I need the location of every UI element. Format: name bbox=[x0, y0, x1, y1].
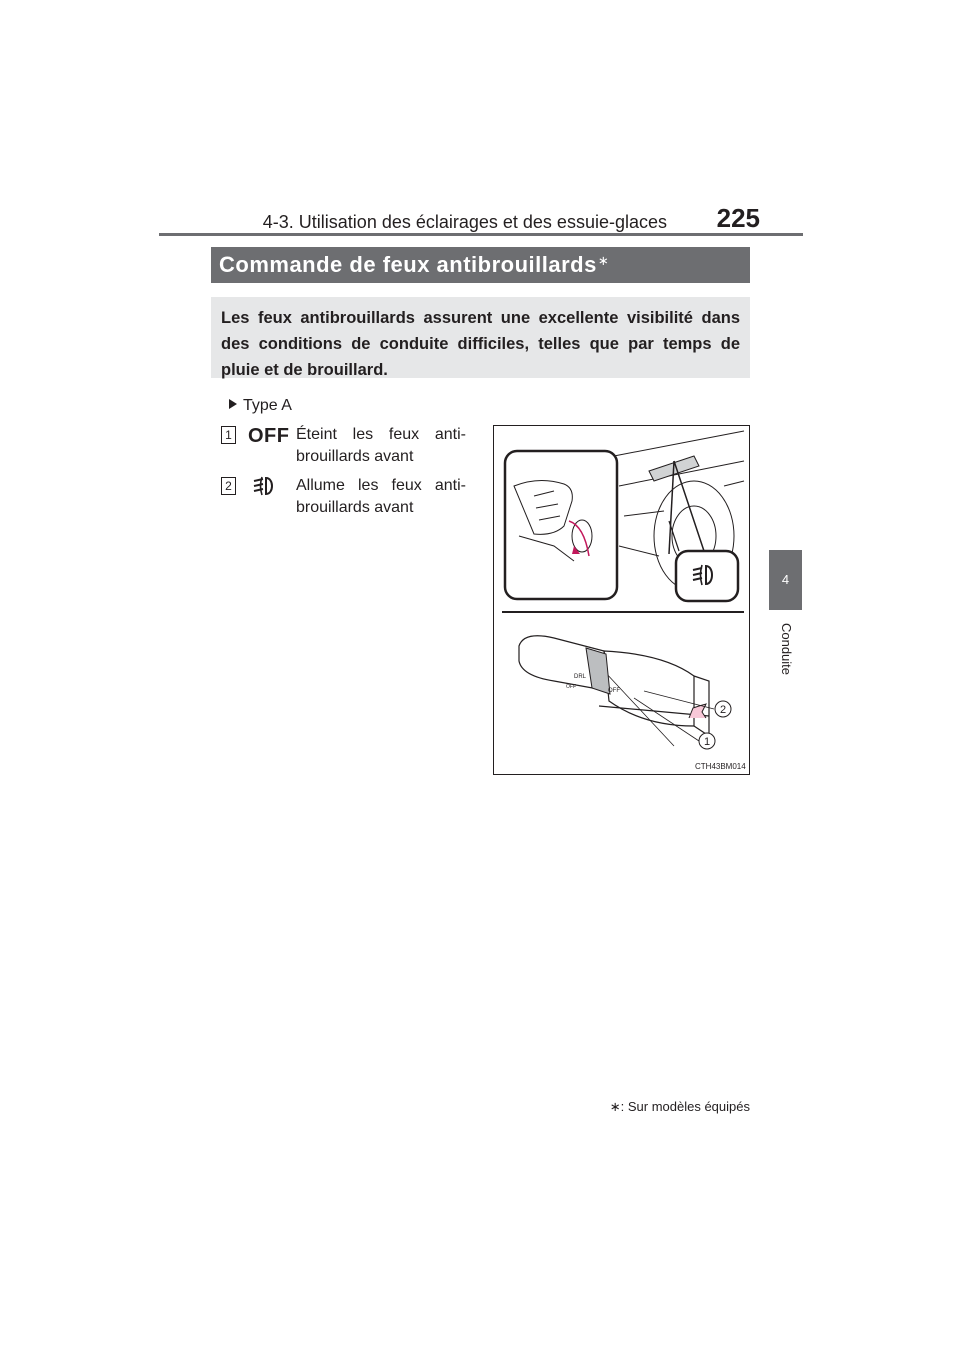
figure-illustration bbox=[494, 426, 749, 774]
header-rule bbox=[159, 233, 803, 236]
heading-title: Commande de feux antibrouillards bbox=[219, 252, 597, 277]
off-symbol: OFF bbox=[248, 425, 290, 447]
item-1-line-1: Éteint les feux anti- bbox=[296, 426, 466, 443]
section-heading bbox=[211, 247, 750, 283]
type-label bbox=[229, 397, 292, 415]
fog-light-icon bbox=[252, 474, 278, 503]
item-number-1: 1 bbox=[221, 426, 236, 444]
item-2-line-2: brouillards avant bbox=[296, 499, 414, 516]
type-label-text: Type A bbox=[243, 397, 292, 414]
callout-1: 1 bbox=[703, 736, 711, 748]
chapter-label: Conduite bbox=[779, 622, 794, 676]
item-2-line-1: Allume les feux anti- bbox=[296, 477, 466, 494]
figure-code: CTH43BM014 bbox=[695, 762, 746, 771]
page-number: 225 bbox=[716, 203, 760, 233]
triangle-bullet-icon bbox=[229, 399, 237, 409]
footnote: ∗: Sur modèles équipés bbox=[609, 1099, 750, 1114]
section-title: 4-3. Utilisation des éclairages et des essuie-glaces bbox=[262, 212, 667, 232]
item-1-line-2: brouillards avant bbox=[296, 448, 414, 465]
off-label-b: OFF bbox=[608, 688, 620, 694]
drl-label: DRL bbox=[574, 674, 587, 680]
item-1-text bbox=[296, 424, 466, 468]
intro-box: Les feux antibrouillards assurent une excellente visibilité dans des conditions de conduite difficiles, telles que par temps de pluie et de brouillard. bbox=[211, 297, 750, 378]
callout-2: 2 bbox=[719, 704, 727, 716]
fog-light-switch-figure bbox=[493, 425, 750, 775]
equipment-mark: ∗ bbox=[597, 253, 610, 268]
item-number-2: 2 bbox=[221, 477, 236, 495]
off-label-a: OFF bbox=[566, 684, 576, 690]
chapter-tab: 4 bbox=[769, 550, 802, 610]
item-2-text bbox=[296, 475, 466, 519]
